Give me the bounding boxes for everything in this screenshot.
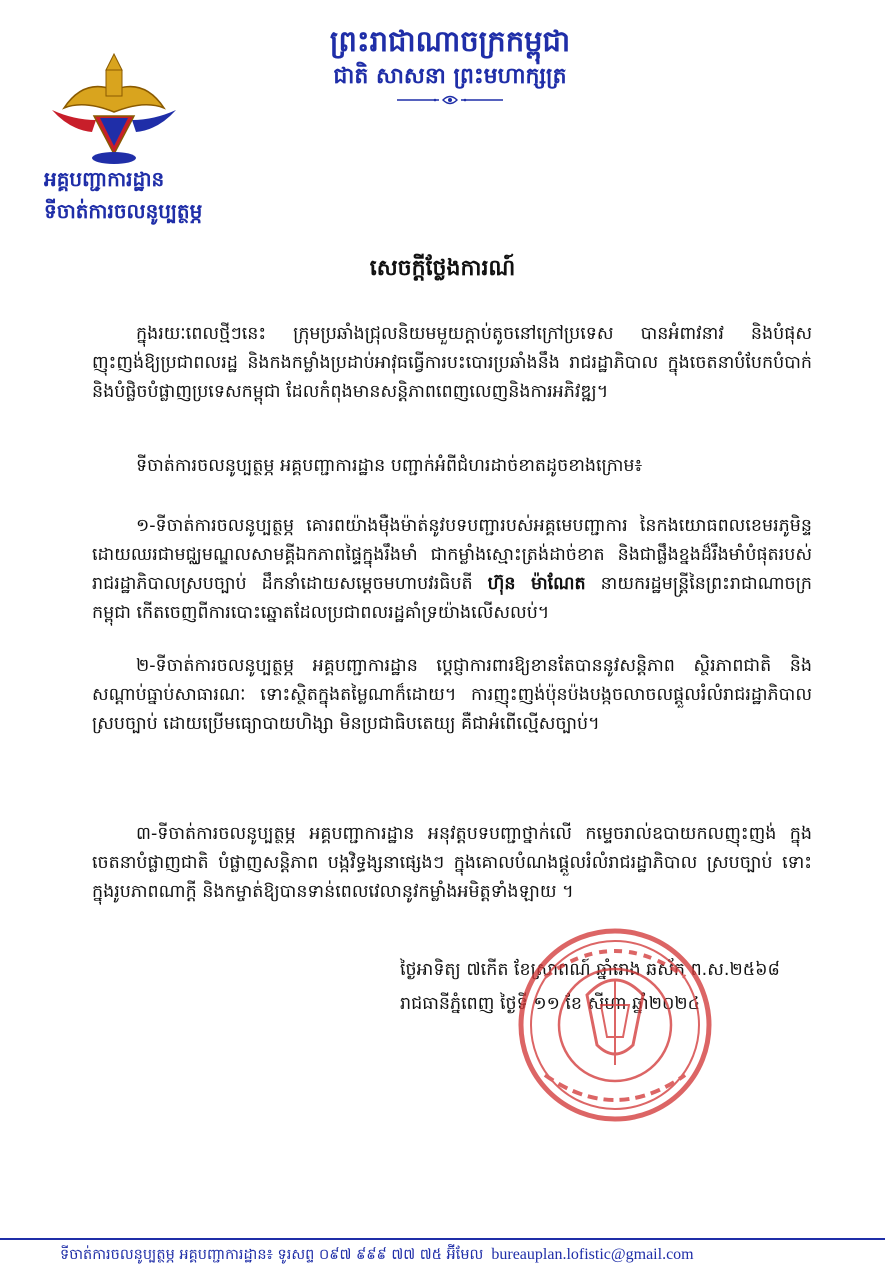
footer-email: bureauplan.lofistic@gmail.com	[491, 1246, 694, 1263]
paragraph-intro: ក្នុងរយៈពេលថ្មីៗនេះ ក្រុមប្រឆាំងជ្រុលនិយមមួយក្តាប់តូចនៅក្រៅប្រទេស បានអំពាវនាវ និងបំផុសញុះញង់ឱ្យប្រជាពលរដ្ឋ និងកងកម្លាំងប្រដាប់អាវុធធ្វើការបះបោរប្រឆាំងនឹង រាជរដ្ឋាភិបាល ក្នុងចេតនាបំបែកបំបាក់និងបំផ្លិចបំផ្លាញប្រទេសកម្ពុជា ដែលកំពុងមានសន្តិភាពពេញលេញនិងការអភិវឌ្ឍ។	[92, 324, 812, 402]
org-name-line2: ទីចាត់ការចលនូប្បត្ថម្ភ	[44, 199, 203, 223]
military-emblem-icon	[44, 50, 184, 170]
point1-text-before: ១-ទីចាត់ការចលនូប្បត្ថម្ភ គោរពយ៉ាងម៉ឺងម៉ាត់នូវបទបញ្ជារបស់អគ្គមេបញ្ជាការ នៃកងយោធពលខេមរភូមិន្ទ ដោយឈរជាមជ្ឈមណ្ឌលសាមគ្គីឯកភាពផ្ទៃក្នុងរឹងមាំ ជាកម្លាំងស្មោះត្រង់ដាច់ខាត និងជាផ្លឹងខ្នងដ៏រឹងមាំបំផុតរបស់រាជរដ្ឋាភិបាលស្របច្បាប់ ដឹកនាំដោយសម្តេចមហាបវរធិបតី	[92, 516, 812, 594]
kingdom-title: ព្រះរាជាណាចក្រកម្ពុជា	[329, 24, 571, 58]
org-name-line1: អគ្គបញ្ជាការដ្ឋាន	[44, 167, 165, 191]
official-seal-stamp-icon	[515, 925, 715, 1125]
paragraph-point-1	[92, 512, 812, 628]
footer-divider	[0, 1238, 885, 1240]
footer-contact	[60, 1246, 840, 1267]
paragraph-point-3: ៣-ទីចាត់ការចលនូប្បត្ថម្ភ អគ្គបញ្ជាការដ្ឋាន អនុវត្តបទបញ្ជាថ្នាក់លើ កម្ទេចរាល់ឧបាយកលញុះញង់ ក្នុងចេតនាបំផ្លាញជាតិ បំផ្លាញសន្តិភាព បង្កវិទ្ធង្សនាផ្សេងៗ ក្នុងគោលបំណងផ្តួលរំលំរាជរដ្ឋាភិបាល ស្របច្បាប់ ទោះក្នុងរូបភាពណាក្តី និងកម្ចាត់ឱ្យបានទាន់ពេលវេលានូវកម្លាំងអមិត្តទាំងឡាយ ។	[92, 824, 812, 902]
date-lunar: ថ្ងៃអាទិត្យ ៧កើត ខែស្រាពណ៍ ឆ្នាំរោង ឆស័ក ព.ស.២៥៦៨	[400, 960, 780, 980]
date-place: រាជធានីភ្នំពេញ ថ្ងៃទី ១១ ខែ សីហា ឆ្នាំ២០២៤	[400, 994, 700, 1014]
paragraph-position: ទីចាត់ការចលនូប្បត្ថម្ភ អគ្គបញ្ជាការដ្ឋាន បញ្ជាក់អំពីជំហរដាច់ខាតដូចខាងក្រោម៖	[136, 456, 643, 476]
footer-contact-text: ទីចាត់ការចលនូប្បត្ថម្ភ អគ្គបញ្ជាការដ្ឋាន៖ ទូរសព្ទ ០៩៧ ៩៩៩ ៧៧ ៧៥ អ៊ីមែល	[60, 1247, 484, 1263]
decorative-divider-icon	[395, 92, 505, 108]
point1-leader-name: ហ៊ុន ម៉ាណែត	[487, 574, 586, 594]
point1-text-after: នាយករដ្ឋមន្ត្រីនៃព្រះរាជាណាចក្រកម្ពុជា កើតចេញពីការបោះឆ្នោតដែលប្រជាពលរដ្ឋគាំទ្រយ៉ាងលើសលប់។	[92, 574, 812, 623]
national-motto: ជាតិ សាសនា ព្រះមហាក្សត្រ	[333, 64, 567, 89]
paragraph-point-2: ២-ទីចាត់ការចលនូប្បត្ថម្ភ អគ្គបញ្ជាការដ្ឋាន ប្តេជ្ញាការពារឱ្យខានតែបាននូវសន្តិភាព ស្ថិរភាពជាតិ និងសណ្តាប់ធ្នាប់សាធារណៈ ទោះស្ថិតក្នុងតម្លៃណាក៏ដោយ។ ការញុះញង់ប៉ុនប៉ងបង្កចលាចលផ្តួលរំលំរាជរដ្ឋាភិបាលស្របច្បាប់ ដោយប្រើមធ្យោបាយហិង្សា មិនប្រជាធិបតេយ្យ គឺជាអំពើល្មើសច្បាប់។	[92, 656, 812, 734]
document-title: សេចក្តីថ្លែងការណ៍	[369, 256, 516, 281]
